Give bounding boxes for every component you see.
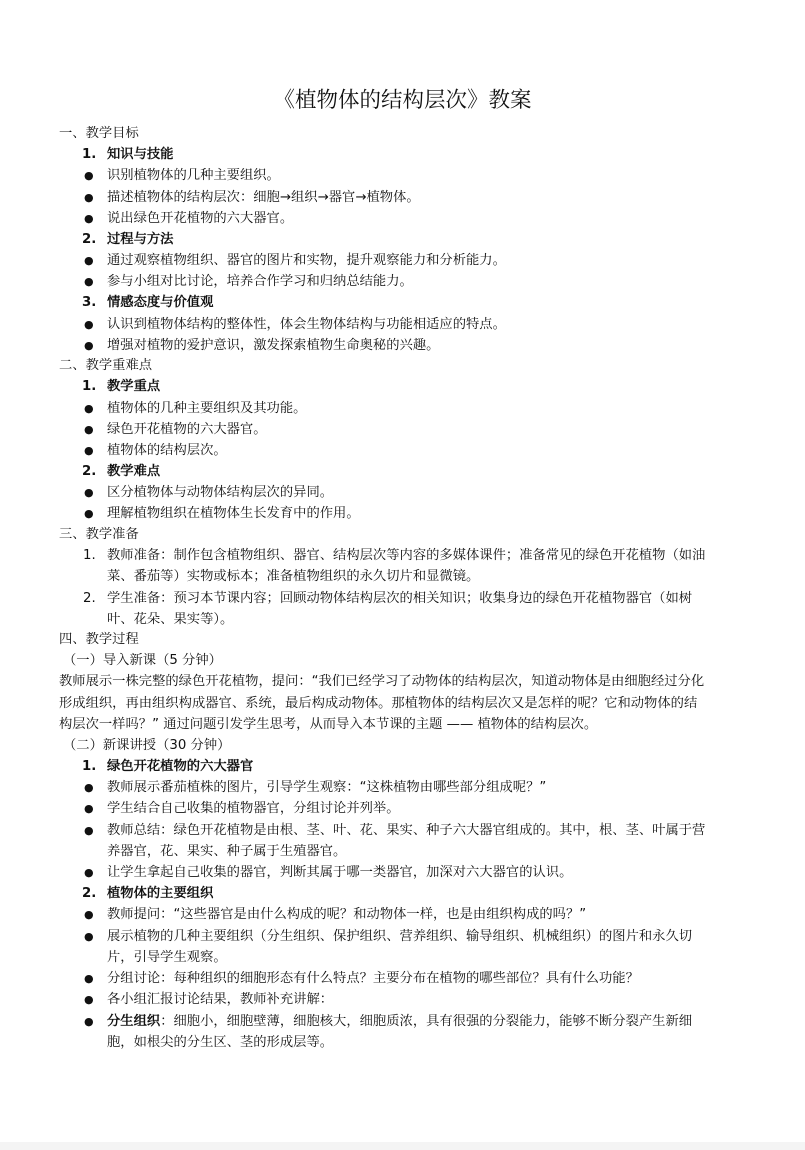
subsection-heading: 绿色开花植物的六大器官: [107, 759, 254, 774]
bullet-icon: ●: [84, 339, 94, 352]
list-item: 理解植物组织在植物体生长发育中的作用。: [107, 506, 360, 521]
list-item: 教师准备：制作包含植物组织、器官、结构层次等内容的多媒体课件；准备常见的绿色开花植物（如油: [107, 548, 706, 563]
bullet-icon: ●: [84, 444, 94, 457]
section-heading: 三、教学准备: [59, 527, 139, 542]
list-item-continuation: 养器官，花、果实、种子属于生殖器官。: [107, 844, 347, 859]
list-number: 1.: [82, 147, 97, 162]
section-heading: 一、教学目标: [59, 126, 139, 141]
list-item: 区分植物体与动物体结构层次的异同。: [107, 485, 334, 500]
list-item: 描述植物体的结构层次：细胞→组织→器官→植物体。: [107, 190, 420, 205]
list-item-continuation: 胞，如根尖的分生区、茎的形成层等。: [107, 1035, 334, 1050]
bullet-icon: ●: [84, 1015, 94, 1028]
list-item-continuation: 叶、花朵、果实等）。: [107, 612, 234, 627]
bullet-icon: ●: [84, 212, 94, 225]
subsection-heading: 过程与方法: [107, 232, 174, 247]
bullet-icon: ●: [84, 254, 94, 267]
list-number: 1.: [82, 759, 97, 774]
subsection-heading: （二）新课讲授（30 分钟）: [63, 738, 231, 753]
list-number: 1.: [82, 379, 97, 394]
list-item: 让学生拿起自己收集的器官，判断其属于哪一类器官，加深对六大器官的认识。: [107, 865, 573, 880]
section-heading: 四、教学过程: [59, 632, 139, 647]
list-item: 教师展示番茄植株的图片，引导学生观察：“这株植物由哪些部分组成呢？”: [107, 780, 547, 795]
list-number: 2.: [82, 886, 97, 901]
list-item: 学生准备：预习本节课内容；回顾动物体结构层次的相关知识；收集身边的绿色开花植物器官（如树: [107, 591, 693, 606]
bullet-icon: ●: [84, 802, 94, 815]
bullet-icon: ●: [84, 169, 94, 182]
bullet-icon: ●: [84, 781, 94, 794]
bullet-icon: ●: [84, 507, 94, 520]
bullet-icon: ●: [84, 486, 94, 499]
list-number: 3.: [82, 295, 97, 310]
list-item: 说出绿色开花植物的六大器官。: [107, 211, 294, 226]
list-item: 植物体的几种主要组织及其功能。: [107, 401, 307, 416]
list-item: 绿色开花植物的六大器官。: [107, 422, 267, 437]
list-item-continuation: 菜、番茄等）实物或标本；准备植物组织的永久切片和显微镜。: [107, 569, 480, 584]
list-item: 学生结合自己收集的植物器官，分组讨论并列举。: [107, 801, 400, 816]
list-item: 通过观察植物组织、器官的图片和实物，提升观察能力和分析能力。: [107, 253, 506, 268]
bullet-icon: ●: [84, 423, 94, 436]
bullet-icon: ●: [84, 930, 94, 943]
subsection-heading: 情感态度与价值观: [107, 295, 214, 310]
subsection-heading: 教学难点: [107, 464, 161, 479]
subsection-heading: 植物体的主要组织: [107, 886, 214, 901]
list-item: 教师总结：绿色开花植物是由根、茎、叶、花、果实、种子六大器官组成的。其中，根、茎、叶属于营: [107, 823, 706, 838]
paragraph-line: 形成组织，再由组织构成器官、系统，最后构成动物体。那植物体的结构层次又是怎样的呢？它和动物体的结: [59, 696, 698, 711]
list-item: 分组讨论：每种组织的细胞形态有什么特点？主要分布在植物的哪些部位？具有什么功能？: [107, 971, 639, 986]
list-number: 2.: [83, 591, 96, 606]
bullet-icon: ●: [84, 824, 94, 837]
list-item: 增强对植物的爱护意识，激发探索植物生命奥秘的兴趣。: [107, 338, 440, 353]
list-number: 2.: [82, 464, 97, 479]
paragraph-line: 构层次一样吗？” 通过问题引发学生思考，从而导入本节课的主题 —— 植物体的结构层次。: [59, 717, 598, 732]
list-item: 展示植物的几种主要组织（分生组织、保护组织、营养组织、输导组织、机械组织）的图片和永久切: [107, 929, 693, 944]
bullet-icon: ●: [84, 402, 94, 415]
list-item: 植物体的结构层次。: [107, 443, 227, 458]
subsection-heading: 教学重点: [107, 379, 161, 394]
bullet-icon: ●: [84, 275, 94, 288]
bullet-icon: ●: [84, 318, 94, 331]
document-title: 《植物体的结构层次》教案: [273, 88, 532, 113]
bullet-icon: ●: [84, 972, 94, 985]
term-label: 分生组织: [107, 1014, 161, 1029]
list-item-continuation: 片，引导学生观察。: [107, 950, 227, 965]
list-item: 教师提问：“这些器官是由什么构成的呢？和动物体一样，也是由组织构成的吗？”: [107, 907, 587, 922]
subsection-heading: （一）导入新课（5 分钟）: [63, 653, 222, 668]
subsection-heading: 知识与技能: [107, 147, 174, 162]
list-item: 识别植物体的几种主要组织。: [107, 168, 280, 183]
bullet-icon: ●: [84, 191, 94, 204]
list-number: 1.: [83, 548, 96, 563]
list-item: 认识到植物体结构的整体性，体会生物体结构与功能相适应的特点。: [107, 317, 506, 332]
list-number: 2.: [82, 232, 97, 247]
paragraph-line: 教师展示一株完整的绿色开花植物，提问：“我们已经学习了动物体的结构层次，知道动物体是由细胞经过分化: [59, 674, 705, 689]
section-heading: 二、教学重难点: [59, 358, 153, 373]
list-item: [107, 1011, 692, 1032]
list-item: 参与小组对比讨论，培养合作学习和归纳总结能力。: [107, 274, 413, 289]
list-item: 各小组汇报讨论结果，教师补充讲解：: [107, 992, 334, 1007]
bullet-icon: ●: [84, 993, 94, 1006]
bullet-icon: ●: [84, 908, 94, 921]
bullet-icon: ●: [84, 866, 94, 879]
term-description: ：细胞小，细胞壁薄，细胞核大，细胞质浓，具有很强的分裂能力，能够不断分裂产生新细: [160, 1014, 693, 1029]
